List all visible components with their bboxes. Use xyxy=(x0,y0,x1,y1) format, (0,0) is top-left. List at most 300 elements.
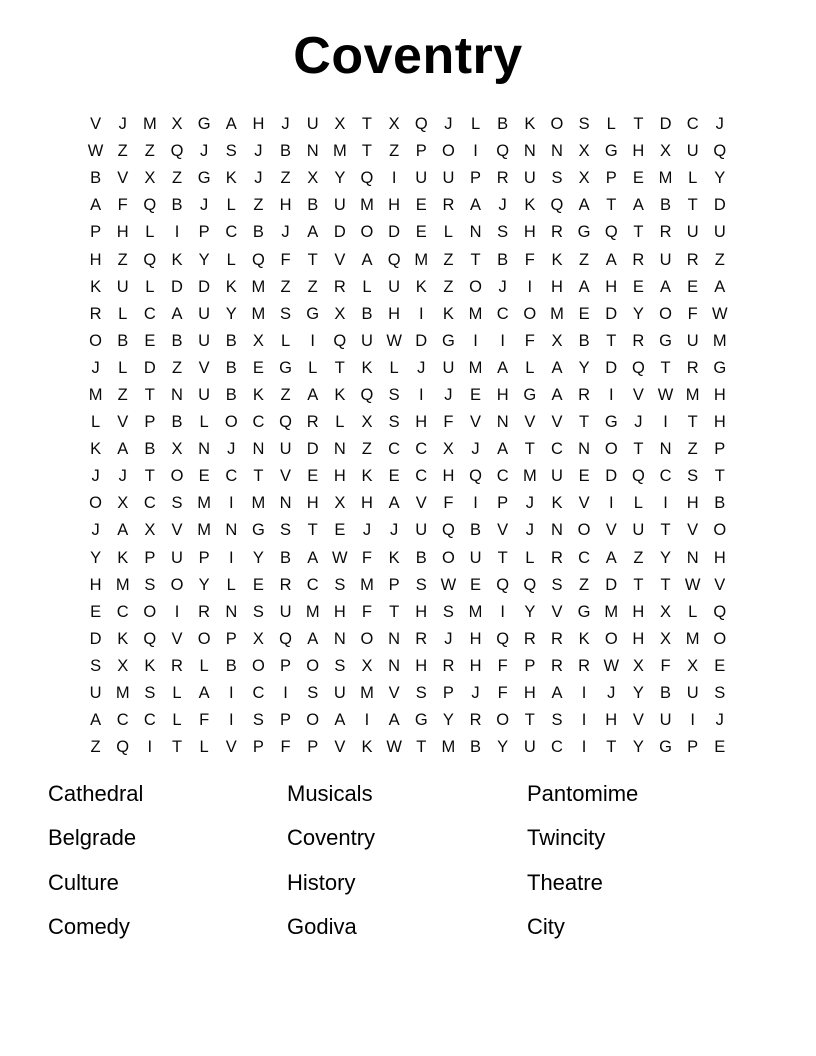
grid-letter: C xyxy=(496,467,509,486)
grid-letter: D xyxy=(306,440,319,459)
grid-letter: R xyxy=(469,711,482,730)
grid-letter: Q xyxy=(116,738,130,757)
grid-letter: Y xyxy=(497,738,509,757)
grid-letter: Z xyxy=(171,169,183,188)
grid-letter: E xyxy=(470,385,482,404)
grid-letter: G xyxy=(251,521,265,540)
grid-letter: U xyxy=(333,196,346,215)
grid-letter: F xyxy=(117,196,128,215)
grid-letter: P xyxy=(144,413,156,432)
grid-letter: V xyxy=(117,169,129,188)
grid-letter: Z xyxy=(280,385,291,404)
grid-letter: Z xyxy=(579,575,590,594)
grid-letter: Z xyxy=(90,738,101,757)
grid-letter: V xyxy=(90,115,102,134)
grid-letter: E xyxy=(144,331,156,350)
grid-letter: U xyxy=(361,331,373,350)
grid-letter: O xyxy=(604,440,618,459)
grid-letter: S xyxy=(144,684,156,703)
grid-letter: L xyxy=(145,223,155,242)
grid-letter: Y xyxy=(660,548,672,567)
grid-letter: U xyxy=(659,250,672,269)
grid-letter: G xyxy=(577,602,591,621)
grid-letter: S xyxy=(497,223,509,242)
grid-letter: M xyxy=(468,602,483,621)
grid-letter: B xyxy=(225,331,237,350)
grid-letter: Q xyxy=(713,602,727,621)
grid-letter: Q xyxy=(279,629,292,648)
grid-letter: Q xyxy=(523,575,537,594)
grid-letter: V xyxy=(524,413,536,432)
grid-letter: R xyxy=(442,656,455,675)
grid-letter: N xyxy=(686,548,699,567)
grid-letter: I xyxy=(663,413,668,432)
grid-letter: D xyxy=(605,304,618,323)
grid-letter: F xyxy=(280,250,291,269)
grid-letter: T xyxy=(524,440,535,459)
grid-letter: S xyxy=(252,711,264,730)
grid-letter: V xyxy=(470,413,482,432)
grid-letter: L xyxy=(443,223,453,242)
grid-letter: C xyxy=(578,548,591,567)
grid-letter: Y xyxy=(442,711,454,730)
grid-letter: A xyxy=(660,277,672,296)
grid-letter: T xyxy=(606,738,617,757)
grid-letter: J xyxy=(715,115,724,134)
grid-letter: B xyxy=(171,331,183,350)
grid-letter: J xyxy=(444,629,453,648)
grid-letter: K xyxy=(551,494,563,513)
grid-letter: H xyxy=(469,629,482,648)
grid-letter: T xyxy=(361,115,373,134)
grid-letter: Q xyxy=(631,467,645,486)
grid-letter: Y xyxy=(632,684,644,703)
grid-letter: J xyxy=(634,413,643,432)
grid-letter: J xyxy=(254,169,263,188)
grid-letter: U xyxy=(279,440,292,459)
grid-letter: U xyxy=(415,521,428,540)
grid-letter: F xyxy=(524,331,535,350)
grid-letter: J xyxy=(498,277,507,296)
grid-letter: Q xyxy=(170,142,184,161)
grid-letter: T xyxy=(633,440,644,459)
grid-letter: O xyxy=(89,494,102,513)
grid-letter: G xyxy=(523,385,537,404)
grid-letter: L xyxy=(606,115,616,134)
grid-letter: W xyxy=(386,738,402,757)
grid-letter: M xyxy=(88,385,103,404)
grid-letter: I xyxy=(690,711,695,730)
grid-letter: R xyxy=(632,331,645,350)
grid-letter: K xyxy=(415,277,427,296)
grid-letter: V xyxy=(117,413,129,432)
grid-letter: Z xyxy=(117,250,128,269)
grid-letter: B xyxy=(660,684,672,703)
grid-letter: B xyxy=(578,331,590,350)
grid-letter: B xyxy=(470,521,482,540)
grid-letter: V xyxy=(334,738,346,757)
grid-letter: G xyxy=(279,358,292,377)
grid-letter: O xyxy=(306,711,320,730)
grid-letter: X xyxy=(361,413,373,432)
grid-letter: S xyxy=(551,169,563,188)
grid-letter: Q xyxy=(496,629,510,648)
grid-letter: H xyxy=(686,494,699,513)
grid-letter: X xyxy=(660,602,672,621)
grid-letter: X xyxy=(578,169,590,188)
grid-letter: S xyxy=(578,115,590,134)
grid-letter: A xyxy=(714,277,726,296)
grid-letter: H xyxy=(442,467,455,486)
grid-letter: A xyxy=(307,629,319,648)
grid-letter: D xyxy=(171,277,183,296)
grid-letter: K xyxy=(442,304,454,323)
grid-letter: G xyxy=(414,711,428,730)
grid-letter: A xyxy=(605,250,617,269)
grid-letter: R xyxy=(279,575,292,594)
grid-letter: U xyxy=(469,548,482,567)
grid-letter: O xyxy=(577,521,591,540)
grid-letter: A xyxy=(307,548,319,567)
grid-letter: R xyxy=(198,602,211,621)
grid-letter: U xyxy=(89,684,102,703)
grid-letter: N xyxy=(523,142,536,161)
grid-letter: L xyxy=(199,413,209,432)
grid-letter: H xyxy=(415,413,428,432)
grid-letter: U xyxy=(659,711,672,730)
grid-letter: H xyxy=(632,629,645,648)
grid-letter: W xyxy=(657,385,674,404)
grid-letter: I xyxy=(364,711,370,730)
grid-letter: V xyxy=(687,521,699,540)
grid-letter: T xyxy=(524,711,535,730)
grid-letter: B xyxy=(415,548,427,567)
grid-letter: J xyxy=(471,684,480,703)
grid-letter: F xyxy=(524,250,535,269)
grid-letter: L xyxy=(145,277,155,296)
grid-letter: W xyxy=(440,575,457,594)
grid-letter: K xyxy=(388,548,400,567)
grid-letter: H xyxy=(279,196,292,215)
grid-letter: X xyxy=(144,169,156,188)
grid-letter: Y xyxy=(225,304,237,323)
grid-letter: B xyxy=(252,223,264,242)
grid-letter: A xyxy=(117,440,129,459)
word-list-item: Musicals xyxy=(287,781,373,806)
grid-letter: B xyxy=(171,196,183,215)
grid-letter: Y xyxy=(632,304,644,323)
grid-letter: G xyxy=(659,331,672,350)
grid-letter: Q xyxy=(360,169,374,188)
grid-letter: E xyxy=(252,358,264,377)
grid-letter: I xyxy=(418,304,424,323)
grid-letter: F xyxy=(443,494,454,513)
grid-letter: Q xyxy=(496,575,510,594)
grid-letter: I xyxy=(391,169,397,188)
grid-letter: F xyxy=(280,738,291,757)
grid-letter: H xyxy=(523,684,536,703)
grid-letter: W xyxy=(87,142,104,161)
grid-letter: H xyxy=(551,277,563,296)
word-list-item: Comedy xyxy=(48,914,130,940)
grid-letter: N xyxy=(225,602,238,621)
grid-letter: U xyxy=(686,684,699,703)
grid-letter: Z xyxy=(117,142,128,161)
grid-letter: E xyxy=(687,277,699,296)
word-list-item: History xyxy=(287,869,356,895)
grid-letter: J xyxy=(471,440,480,459)
grid-letter: U xyxy=(388,277,401,296)
grid-letter: J xyxy=(254,142,263,161)
grid-letter: D xyxy=(388,223,401,242)
grid-letter: M xyxy=(712,331,727,350)
grid-letter: W xyxy=(332,548,348,567)
grid-letter: X xyxy=(117,494,129,513)
grid-letter: S xyxy=(714,684,726,703)
word-grid xyxy=(82,111,733,761)
grid-letter: A xyxy=(497,358,509,377)
grid-letter: C xyxy=(225,467,238,486)
grid-letter: M xyxy=(142,115,157,134)
grid-letter: M xyxy=(305,602,320,621)
grid-letter: C xyxy=(686,115,699,134)
grid-letter: Q xyxy=(360,385,374,404)
grid-letter: T xyxy=(416,738,427,757)
page-title: Coventry xyxy=(293,27,523,85)
grid-letter: N xyxy=(333,440,346,459)
grid-letter: P xyxy=(415,142,427,161)
grid-letter: Z xyxy=(443,277,454,296)
grid-letter: J xyxy=(525,494,534,513)
grid-letter: L xyxy=(688,602,698,621)
grid-letter: J xyxy=(91,521,100,540)
grid-letter: B xyxy=(470,738,482,757)
grid-letter: Q xyxy=(604,223,618,242)
grid-letter: M xyxy=(685,629,700,648)
grid-letter: F xyxy=(199,711,210,730)
grid-letter: M xyxy=(468,304,483,323)
grid-letter: K xyxy=(225,169,237,188)
grid-letter: S xyxy=(687,467,699,486)
grid-letter: C xyxy=(143,711,156,730)
grid-letter: B xyxy=(497,250,509,269)
grid-letter: J xyxy=(281,223,290,242)
grid-letter: E xyxy=(632,277,644,296)
grid-letter: I xyxy=(608,494,614,513)
grid-letter: X xyxy=(171,115,183,134)
grid-letter: J xyxy=(362,521,372,540)
grid-letter: C xyxy=(116,602,129,621)
grid-letter: T xyxy=(144,467,155,486)
grid-letter: V xyxy=(171,629,183,648)
grid-letter: S xyxy=(307,684,319,703)
grid-letter: J xyxy=(200,196,209,215)
grid-letter: I xyxy=(500,602,505,621)
grid-letter: O xyxy=(170,575,184,594)
grid-letter: D xyxy=(415,331,428,350)
grid-letter: H xyxy=(333,467,346,486)
grid-letter: F xyxy=(497,656,508,675)
grid-letter: H xyxy=(388,196,401,215)
grid-letter: Z xyxy=(144,142,155,161)
grid-letter: A xyxy=(171,304,183,323)
word-list-item: Pantomime xyxy=(527,781,639,806)
grid-letter: P xyxy=(497,494,509,513)
grid-letter: E xyxy=(198,467,210,486)
grid-letter: U xyxy=(198,385,211,404)
grid-letter: X xyxy=(144,521,156,540)
grid-letter: Q xyxy=(333,331,347,350)
grid-letter: I xyxy=(473,494,478,513)
grid-letter: P xyxy=(90,223,102,242)
grid-letter: I xyxy=(663,494,668,513)
grid-letter: B xyxy=(361,304,373,323)
grid-letter: J xyxy=(498,196,507,215)
grid-letter: A xyxy=(334,711,346,730)
grid-letter: X xyxy=(660,629,672,648)
grid-letter: S xyxy=(388,413,400,432)
grid-letter: Z xyxy=(633,548,644,567)
grid-letter: T xyxy=(497,548,508,567)
grid-letter: R xyxy=(686,358,699,377)
grid-letter: K xyxy=(90,440,102,459)
grid-letter: J xyxy=(227,440,236,459)
grid-letter: K xyxy=(171,250,183,269)
grid-letter: A xyxy=(388,711,400,730)
word-list-item: Coventry xyxy=(287,825,376,851)
word-list-item: City xyxy=(527,914,565,940)
grid-letter: L xyxy=(280,331,291,350)
grid-letter: A xyxy=(388,494,400,513)
grid-letter: I xyxy=(473,142,478,161)
grid-letter: K xyxy=(361,358,373,377)
grid-letter: Y xyxy=(524,602,536,621)
grid-letter: O xyxy=(523,304,537,323)
grid-letter: C xyxy=(415,440,428,459)
grid-letter: Z xyxy=(253,196,264,215)
grid-letter: T xyxy=(660,575,671,594)
grid-letter: R xyxy=(415,629,428,648)
grid-letter: P xyxy=(442,684,454,703)
grid-letter: Z xyxy=(579,250,590,269)
grid-letter: D xyxy=(713,196,726,215)
grid-letter: O xyxy=(170,467,184,486)
grid-letter: E xyxy=(470,575,482,594)
grid-letter: M xyxy=(468,358,483,377)
grid-letter: M xyxy=(414,250,429,269)
grid-letter: E xyxy=(714,656,726,675)
grid-letter: V xyxy=(280,467,292,486)
grid-letter: D xyxy=(605,467,618,486)
grid-letter: V xyxy=(714,575,726,594)
grid-letter: K xyxy=(361,467,373,486)
grid-letter: I xyxy=(608,385,614,404)
grid-letter: I xyxy=(418,385,424,404)
grid-letter: R xyxy=(551,548,563,567)
grid-letter: E xyxy=(578,304,590,323)
grid-letter: I xyxy=(581,738,587,757)
grid-letter: D xyxy=(143,358,156,377)
grid-letter: D xyxy=(89,629,102,648)
grid-letter: P xyxy=(687,738,699,757)
grid-letter: R xyxy=(442,196,455,215)
grid-letter: B xyxy=(225,656,237,675)
grid-letter: B xyxy=(117,331,129,350)
grid-letter: U xyxy=(415,169,428,188)
grid-letter: V xyxy=(334,250,346,269)
grid-letter: M xyxy=(360,575,374,594)
grid-letter: I xyxy=(147,738,153,757)
grid-letter: G xyxy=(441,331,455,350)
grid-letter: H xyxy=(605,277,618,296)
grid-letter: E xyxy=(334,521,346,540)
grid-letter: I xyxy=(581,711,587,730)
grid-letter: N xyxy=(469,223,482,242)
grid-letter: V xyxy=(605,521,617,540)
grid-letter: H xyxy=(89,250,102,269)
grid-letter: I xyxy=(581,684,587,703)
grid-letter: E xyxy=(307,467,319,486)
grid-letter: Q xyxy=(143,196,157,215)
grid-letter: G xyxy=(197,115,211,134)
grid-letter: N xyxy=(306,142,319,161)
grid-letter: P xyxy=(605,169,617,188)
grid-letter: T xyxy=(144,385,155,404)
grid-letter: K xyxy=(578,629,590,648)
grid-letter: V xyxy=(388,684,400,703)
grid-letter: T xyxy=(171,738,183,757)
grid-letter: L xyxy=(226,250,236,269)
grid-letter: Z xyxy=(280,169,291,188)
grid-letter: K xyxy=(117,629,129,648)
grid-letter: L xyxy=(90,413,101,432)
grid-letter: T xyxy=(579,413,590,432)
grid-letter: S xyxy=(225,142,237,161)
grid-letter: Y xyxy=(714,169,726,188)
grid-letter: Q xyxy=(279,413,292,432)
grid-letter: C xyxy=(116,711,129,730)
grid-letter: L xyxy=(226,196,236,215)
grid-letter: X xyxy=(334,304,346,323)
grid-letter: H xyxy=(713,548,726,567)
grid-letter: Q xyxy=(496,142,510,161)
grid-letter: N xyxy=(496,413,509,432)
grid-letter: S xyxy=(280,304,292,323)
grid-letter: X xyxy=(252,331,264,350)
grid-letter: A xyxy=(361,250,373,269)
grid-letter: E xyxy=(90,602,102,621)
grid-letter: K xyxy=(524,196,536,215)
grid-letter: E xyxy=(415,223,427,242)
grid-letter: R xyxy=(333,277,346,296)
grid-letter: F xyxy=(361,602,373,621)
grid-letter: G xyxy=(197,169,211,188)
grid-letter: P xyxy=(714,440,726,459)
grid-letter: U xyxy=(551,467,563,486)
grid-letter: K xyxy=(90,277,102,296)
grid-letter: Q xyxy=(387,250,401,269)
grid-letter: O xyxy=(89,331,102,350)
grid-letter: C xyxy=(252,684,265,703)
grid-letter: H xyxy=(388,304,401,323)
grid-letter: R xyxy=(496,169,509,188)
grid-letter: S xyxy=(551,575,563,594)
grid-letter: F xyxy=(443,413,454,432)
grid-letter: L xyxy=(389,358,399,377)
grid-letter: I xyxy=(174,602,180,621)
grid-letter: C xyxy=(388,440,401,459)
grid-letter: V xyxy=(497,521,509,540)
